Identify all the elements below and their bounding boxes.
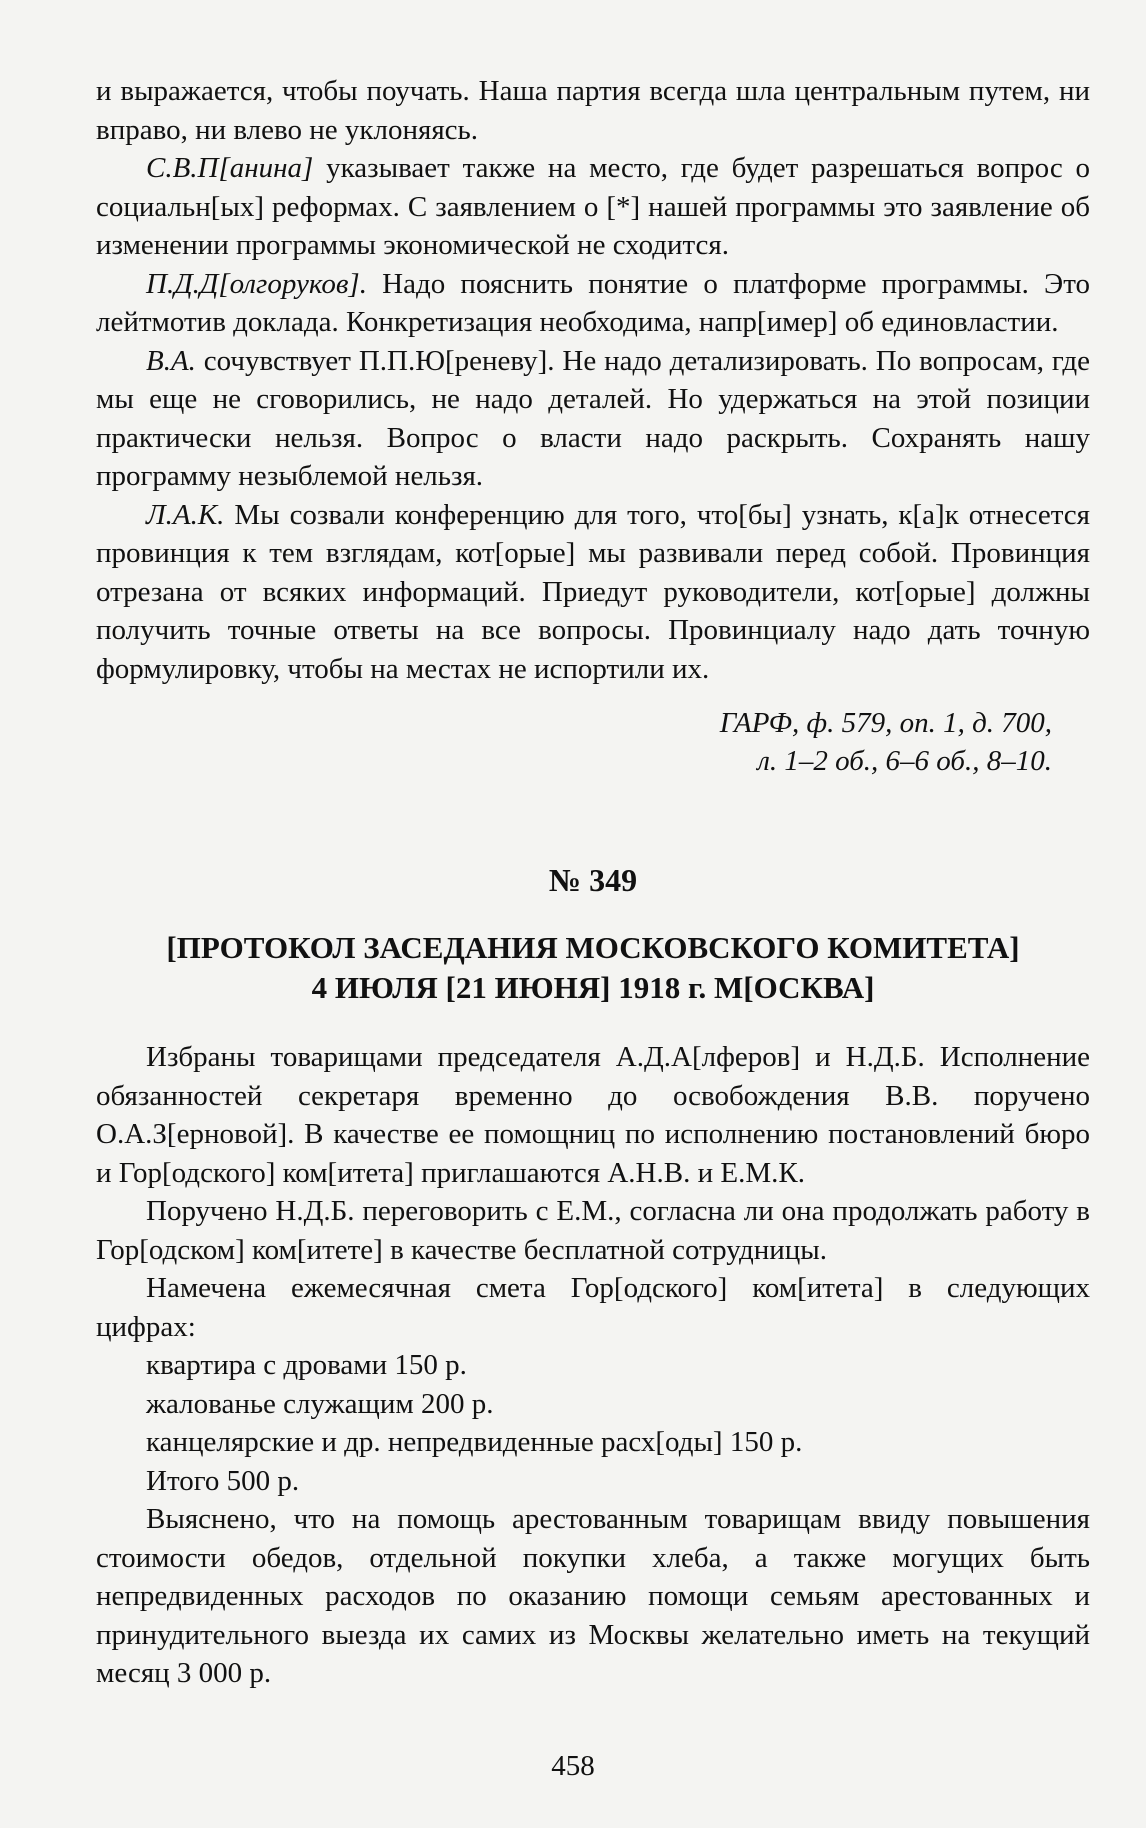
paragraph: Поручено Н.Д.Б. переговорить с Е.М., согласна ли она продолжать работу в Гор[одском] ком[итете] в качестве бесплатной сотрудницы. <box>96 1195 1090 1266</box>
budget-item: жалованье служащим 200 р. <box>146 1387 494 1420</box>
paragraph <box>96 149 1090 265</box>
speaker-name: В.А. <box>146 344 196 377</box>
title-line: [ПРОТОКОЛ ЗАСЕДАНИЯ МОСКОВСКОГО КОМИТЕТА] <box>166 930 1020 965</box>
paragraph-text: сочувствует П.П.Ю[реневу]. Не надо детализировать. По вопросам, где мы еще не сговорились, не надо деталей. Но удержаться на этой позиции практически нельзя. Вопрос о власти надо раскрыть. Сохранять нашу программу незыблемой нельзя. <box>96 344 1090 492</box>
paragraph: Избраны товарищами председателя А.Д.А[лферов] и Н.Д.Б. Исполнение обязанностей секретаря временно до освобождения В.В. поручено О.А.З[ерновой]. В качестве ее помощниц по исполнению постановлений бюро и Гор[одского] ком[итета] приглашаются А.Н.В. и Е.М.К. <box>96 1041 1090 1189</box>
speaker-name: С.В.П[анина] <box>146 152 314 184</box>
paragraph: и выражается, чтобы поучать. Наша партия всегда шла центральным путем, ни вправо, ни влево не уклоняясь. <box>96 75 1090 146</box>
archive-source <box>96 704 1090 780</box>
paragraph-text: указывает также на место, где будет разрешаться вопрос о социальн[ых] реформах. С заявлением о [*] нашей программы это заявление об изменении программы экономической не сходится. <box>96 152 1090 261</box>
paragraph <box>96 496 1090 689</box>
speaker-name: Л.А.К. <box>146 498 225 531</box>
page-content <box>96 72 1090 1693</box>
source-line: ГАРФ, ф. 579, оп. 1, д. 700, <box>719 707 1052 739</box>
paragraph <box>96 342 1090 496</box>
paragraph-text: Надо пояснить понятие о платформе программы. Это лейтмотив доклада. Конкретизация необходима, напр[имер] об единовластии. <box>96 267 1090 338</box>
speaker-name: П.Д.Д[олгоруков]. <box>146 267 367 300</box>
source-line: л. 1–2 об., 6–6 об., 8–10. <box>757 745 1052 777</box>
paragraph <box>96 265 1090 342</box>
document-title <box>96 928 1090 1008</box>
paragraph: Намечена ежемесячная смета Гор[одского] ком[итета] в следующих цифрах: <box>96 1272 1090 1343</box>
title-line: 4 ИЮЛЯ [21 ИЮНЯ] 1918 г. М[ОСКВА] <box>311 970 875 1005</box>
paragraph-text: Мы созвали конференцию для того, что[бы] узнать, к[а]к отнесется провинция к тем взглядам, кот[орые] мы развивали перед собой. Провинция отрезана от всяких информаций. Приедут руководители, кот[орые] должны получить точные ответы на все вопросы. Провинциалу надо дать точную формулировку, чтобы на местах не испортили их. <box>96 498 1090 685</box>
document-number: № 349 <box>548 862 638 898</box>
budget-item: канцелярские и др. непредвиденные расх[оды] 150 р. <box>146 1426 803 1458</box>
paragraph: Выяснено, что на помощь арестованным товарищам ввиду повышения стоимости обедов, отдельной покупки хлеба, а также могущих быть непредвиденных расходов по оказанию помощи семьям арестованных и принудительного выезда их самих из Москвы желательно иметь на текущий месяц 3 000 р. <box>96 1503 1090 1689</box>
page-number: 458 <box>551 1750 595 1782</box>
budget-total: Итого 500 р. <box>146 1464 300 1497</box>
budget-item: квартира с дровами 150 р. <box>146 1349 467 1381</box>
